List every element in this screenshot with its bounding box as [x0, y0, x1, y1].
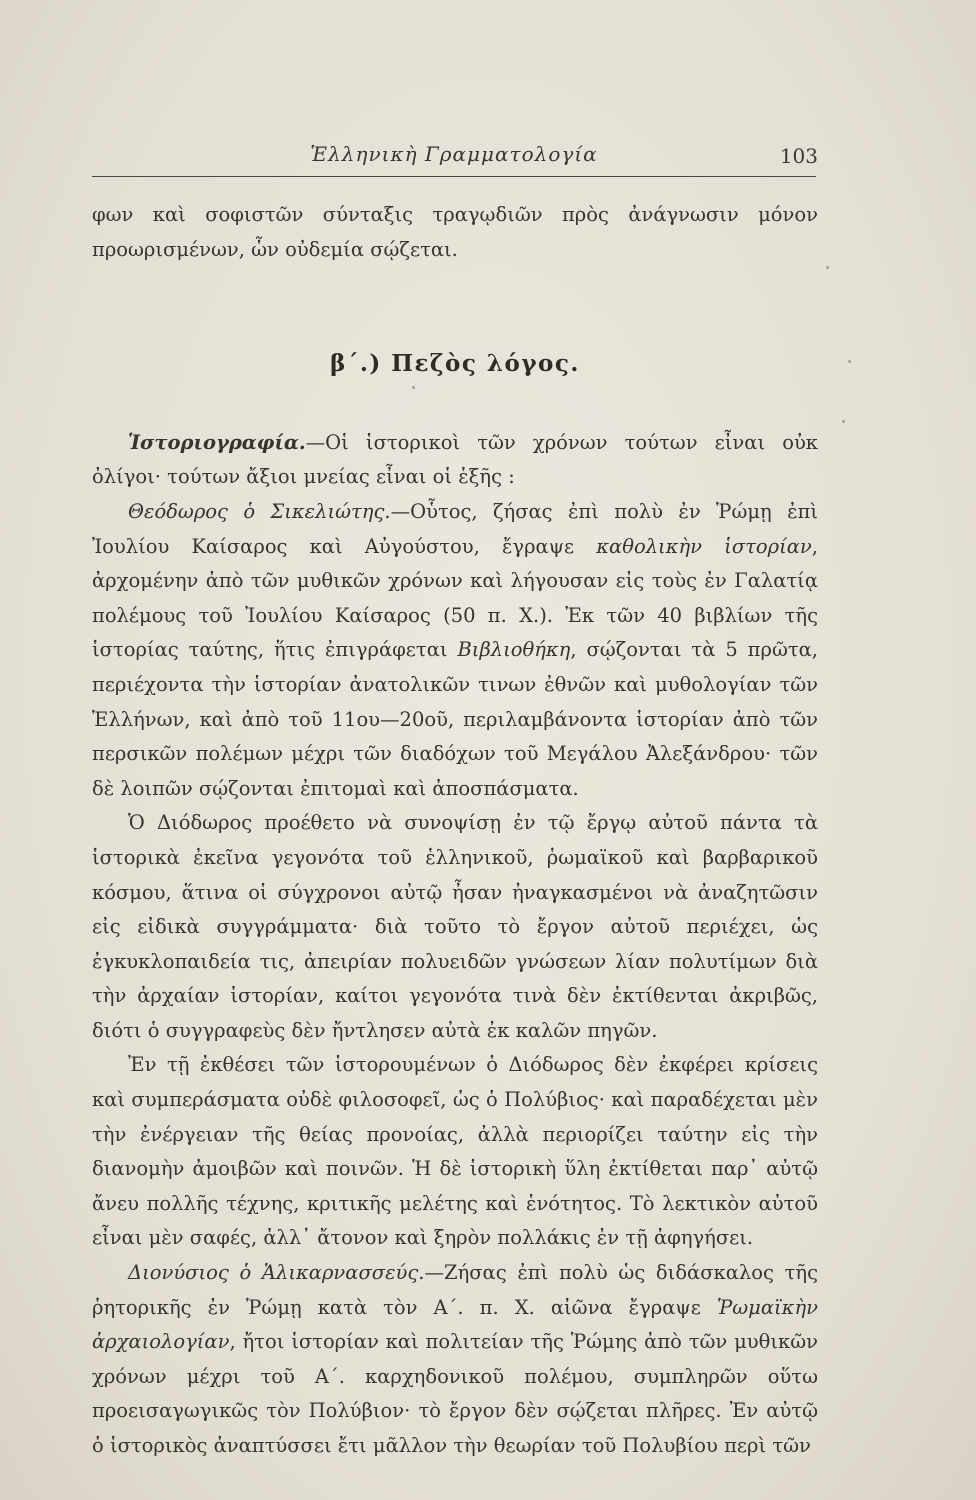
dionysius-text-2: , ἤτοι ἱστορίαν καὶ πολιτείαν τῆς Ῥώμης ἀπὸ τῶν μυθικῶν χρόνων μέχρι τοῦ Α΄. καρχηδονικοῦ πολέμου, συμπληρῶν οὕτω προεισαγωγικῶς τὸν Πολύβιον· τὸ ἔργον δὲν σῴζεται πλῆρες. Ἐν αὐτῷ ὁ ἱστορικὸς ἀναπτύσσει ἔτι μᾶλλον τὴν θεωρίαν τοῦ Πολυβίου περὶ τῶν	[92, 1330, 818, 1457]
diodorus-work-2: Βιβλιοθήκη	[457, 638, 571, 662]
historiography-text: —Οἱ ἱστορικοὶ τῶν χρόνων τούτων εἶναι οὐκ ὀλίγοι· τούτων ἄξιοι μνείας εἶναι οἱ ἑξῆς :	[92, 430, 818, 489]
lead-diodorus: Θεόδωρος ὁ Σικελιώτης.	[128, 499, 391, 523]
body-text	[92, 198, 818, 1464]
diodorus-text-1: —Οὗτος, ζήσας ἐπὶ πολὺ ἐν Ῥώμῃ ἐπὶ Ἰουλίου Καίσαρος καὶ Αὐγούστου, ἔγραψε	[92, 499, 819, 558]
section-heading: β΄.) Πεζὸς λόγος.	[330, 350, 580, 378]
paper-speck	[412, 386, 415, 389]
diodorus-text-2: , ἀρχομένην ἀπὸ τῶν μυθικῶν χρόνων καὶ λήγουσαν εἰς τοὺς ἐν Γαλατίᾳ πολέμους τοῦ Ἰουλίου Καίσαρος (50 π. Χ.). Ἐκ τῶν 40 βιβλίων τῆς ἱστορίας ταύτης, ἥτις ἐπιγράφεται	[92, 534, 818, 662]
running-header	[92, 132, 816, 177]
paragraph-diodorus-aims: Ὁ Διόδωρος προέθετο νὰ συνοψίσῃ ἐν τῷ ἔργῳ αὐτοῦ πάντα τὰ ἱστορικὰ ἐκεῖνα γεγονότα τοῦ ἑλληνικοῦ, ῥωμαϊκοῦ καὶ βαρβαρικοῦ κόσμου, ἅτινα οἱ σύγχρονοι αὐτῷ ἦσαν ἠναγκασμένοι νὰ ἀναζητῶσιν εἰς εἰδικὰ συγγράμματα· διὰ τοῦτο τὸ ἔργον αὐτοῦ περιέχει, ὡς ἐγκυκλοπαιδεία τις, ἀπειρίαν πολυειδῶν γνώσεων λίαν πολυτίμων διὰ τὴν ἀρχαίαν ἱστορίαν, καίτοι γεγονότα τινὰ δὲν ἐκτίθενται ἀκριβῶς, διότι ὁ συγγραφεὺς δὲν ἤντλησεν αὐτὰ ἐκ καλῶν πηγῶν.	[92, 811, 818, 1042]
paragraph-historiography	[92, 426, 818, 495]
running-title: Ἑλληνικὴ Γραμματολογία	[310, 142, 598, 166]
intro-paragraph: φων καὶ σοφιστῶν σύνταξις τραγῳδιῶν πρὸς ἀνάγνωσιν μόνον προωρισμένων, ὧν οὐδεμία σῴζεται.	[92, 203, 818, 261]
dionysius-work: Ῥωμαϊκὴν ἀρχαιολογίαν	[92, 1295, 818, 1354]
lead-dionysius: Διονύσιος ὁ Ἁλικαρνασσεύς.	[128, 1261, 425, 1285]
paper-speck	[848, 360, 851, 363]
paper-speck	[826, 266, 829, 269]
paragraph-dionysius	[92, 1256, 818, 1464]
dionysius-text-1: —Ζήσας ἐπὶ πολὺ ὡς διδάσκαλος τῆς ῥητορικῆς ἐν Ῥώμῃ κατὰ τὸν Α΄. π. Χ. αἰῶνα ἔγραψε	[92, 1261, 818, 1319]
paragraph-diodorus	[92, 495, 818, 806]
page-number: 103	[779, 144, 818, 168]
lead-historiography: Ἱστοριογραφία.	[128, 430, 306, 454]
diodorus-work-1: καθολικὴν ἱστορίαν	[596, 534, 812, 558]
diodorus-text-3: , σῴζονται τὰ 5 πρῶτα, περιέχοντα τὴν ἱστορίαν ἀνατολικῶν τινων ἐθνῶν καὶ μυθολογίαν τῶν Ἑλλήνων, καὶ ἀπὸ τοῦ 11ου—20οῦ, περιλαμβάνοντα ἱστορίαν ἀπὸ τῶν περσικῶν πολέμων μέχρι τῶν διαδόχων τοῦ Μεγάλου Ἀλεξάνδρου· τῶν δὲ λοιπῶν σῴζονται ἐπιτομαὶ καὶ ἀποσπάσματα.	[92, 638, 818, 800]
paragraph-diodorus-style: Ἐν τῇ ἐκθέσει τῶν ἱστορουμένων ὁ Διόδωρος δὲν ἐκφέρει κρίσεις καὶ συμπεράσματα οὐδὲ φιλοσοφεῖ, ὡς ὁ Πολύβιος· καὶ παραδέχεται μὲν τὴν ἐνέργειαν τῆς θείας προνοίας, ἀλλὰ περιορίζει ταύτην εἰς τὴν διανομὴν ἀμοιβῶν καὶ ποινῶν. Ἡ δὲ ἱστορικὴ ὕλη ἐκτίθεται παρ᾽ αὐτῷ ἄνευ πολλῆς τέχνης, κριτικῆς μελέτης καὶ ἑνότητος. Τὸ λεκτικὸν αὐτοῦ εἶναι μὲν σαφές, ἀλλ᾽ ἄτονον καὶ ξηρὸν πολλάκις ἐν τῇ ἀφηγήσει.	[92, 1053, 818, 1250]
paper-speck	[842, 420, 845, 423]
